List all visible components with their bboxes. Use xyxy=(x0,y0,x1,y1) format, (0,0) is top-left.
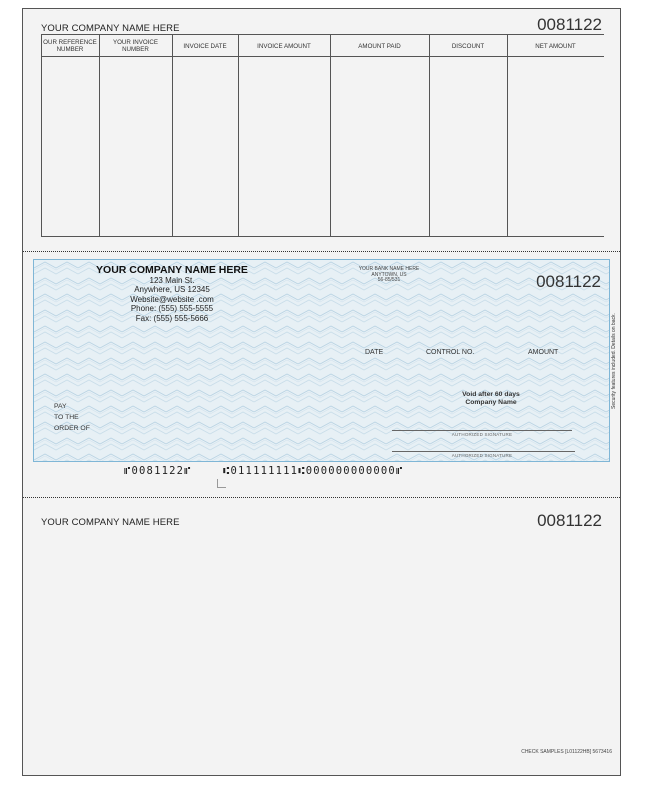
signature-label-2: AUTHORIZED SIGNATURE xyxy=(451,453,513,458)
check-number: 0081122 xyxy=(536,272,601,291)
column-header-invoice-date: INVOICE DATE xyxy=(183,42,227,50)
void-company-name: Company Name xyxy=(465,399,517,406)
table-divider xyxy=(238,34,239,237)
signature-label-1: AUTHORIZED SIGNATURE xyxy=(451,432,513,437)
amount-label: AMOUNT xyxy=(528,349,559,356)
table-bottom-border xyxy=(41,236,604,237)
table-top-border xyxy=(41,34,604,35)
column-header-invoice-number: YOUR INVOICE NUMBER xyxy=(112,39,159,53)
micr-routing-account: ⑆011111111⑆000000000000⑈ xyxy=(223,465,404,477)
table-divider xyxy=(99,34,100,237)
signature-line-2[interactable] xyxy=(392,451,575,452)
top-stub-check-number: 0081122 xyxy=(537,15,602,34)
bank-routing-fraction: 56-85/531 xyxy=(377,277,401,284)
table-divider xyxy=(330,34,331,237)
pay-to-the-order-of xyxy=(54,401,90,434)
table-divider xyxy=(41,34,42,237)
table-divider xyxy=(429,34,430,237)
payer-address-line2: Anywhere, US 12345 xyxy=(134,285,210,294)
perforation-line-top xyxy=(23,251,620,252)
check-body xyxy=(33,259,610,462)
micr-mark xyxy=(217,479,226,488)
check-sheet xyxy=(22,8,621,776)
payer-fax: Fax: (555) 555-5666 xyxy=(135,313,209,323)
void-text: Void after 60 days xyxy=(462,391,520,398)
to-the-label: TO THE xyxy=(54,414,79,421)
column-header-invoice-amount: INVOICE AMOUNT xyxy=(257,42,311,50)
payer-address-line1: 123 Main St. xyxy=(149,275,195,285)
invoice-table xyxy=(41,34,604,237)
table-divider xyxy=(507,34,508,237)
bottom-stub-check-number: 0081122 xyxy=(537,511,602,530)
column-header-net-amount: NET AMOUNT xyxy=(535,42,576,50)
micr-check-number: ⑈0081122⑈ xyxy=(124,465,192,477)
bank-name: YOUR BANK NAME HERE xyxy=(358,266,420,272)
payer-company-name: YOUR COMPANY NAME HERE xyxy=(96,264,248,276)
column-header-discount: DISCOUNT xyxy=(451,42,485,50)
column-header-amount-paid: AMOUNT PAID xyxy=(358,42,401,50)
bottom-stub-company-name: YOUR COMPANY NAME HERE xyxy=(41,517,180,528)
sample-footer-code: CHECK SAMPLES [L01122HB] 5673416 xyxy=(521,749,612,755)
table-divider xyxy=(172,34,173,237)
table-header-border xyxy=(41,56,604,57)
bank-info-block xyxy=(349,267,429,284)
security-features-note: Security features included. Details on back. xyxy=(611,313,617,409)
order-of-label: ORDER OF xyxy=(54,425,90,432)
payer-address-block xyxy=(97,266,247,323)
control-number-label: CONTROL NO. xyxy=(426,349,475,356)
signature-line-1[interactable] xyxy=(392,430,572,431)
date-label: DATE xyxy=(365,349,384,356)
void-notice xyxy=(442,391,540,407)
top-stub-company-name: YOUR COMPANY NAME HERE xyxy=(41,23,180,34)
column-header-reference: OUR REFERENCE NUMBER xyxy=(43,39,97,53)
pay-label: PAY xyxy=(54,403,67,410)
payer-phone: Phone: (555) 555-5555 xyxy=(130,304,214,313)
payer-website: Website@website .com xyxy=(130,294,214,304)
perforation-line-bottom xyxy=(23,497,620,498)
bank-city: ANYTOWN, US xyxy=(371,271,407,278)
